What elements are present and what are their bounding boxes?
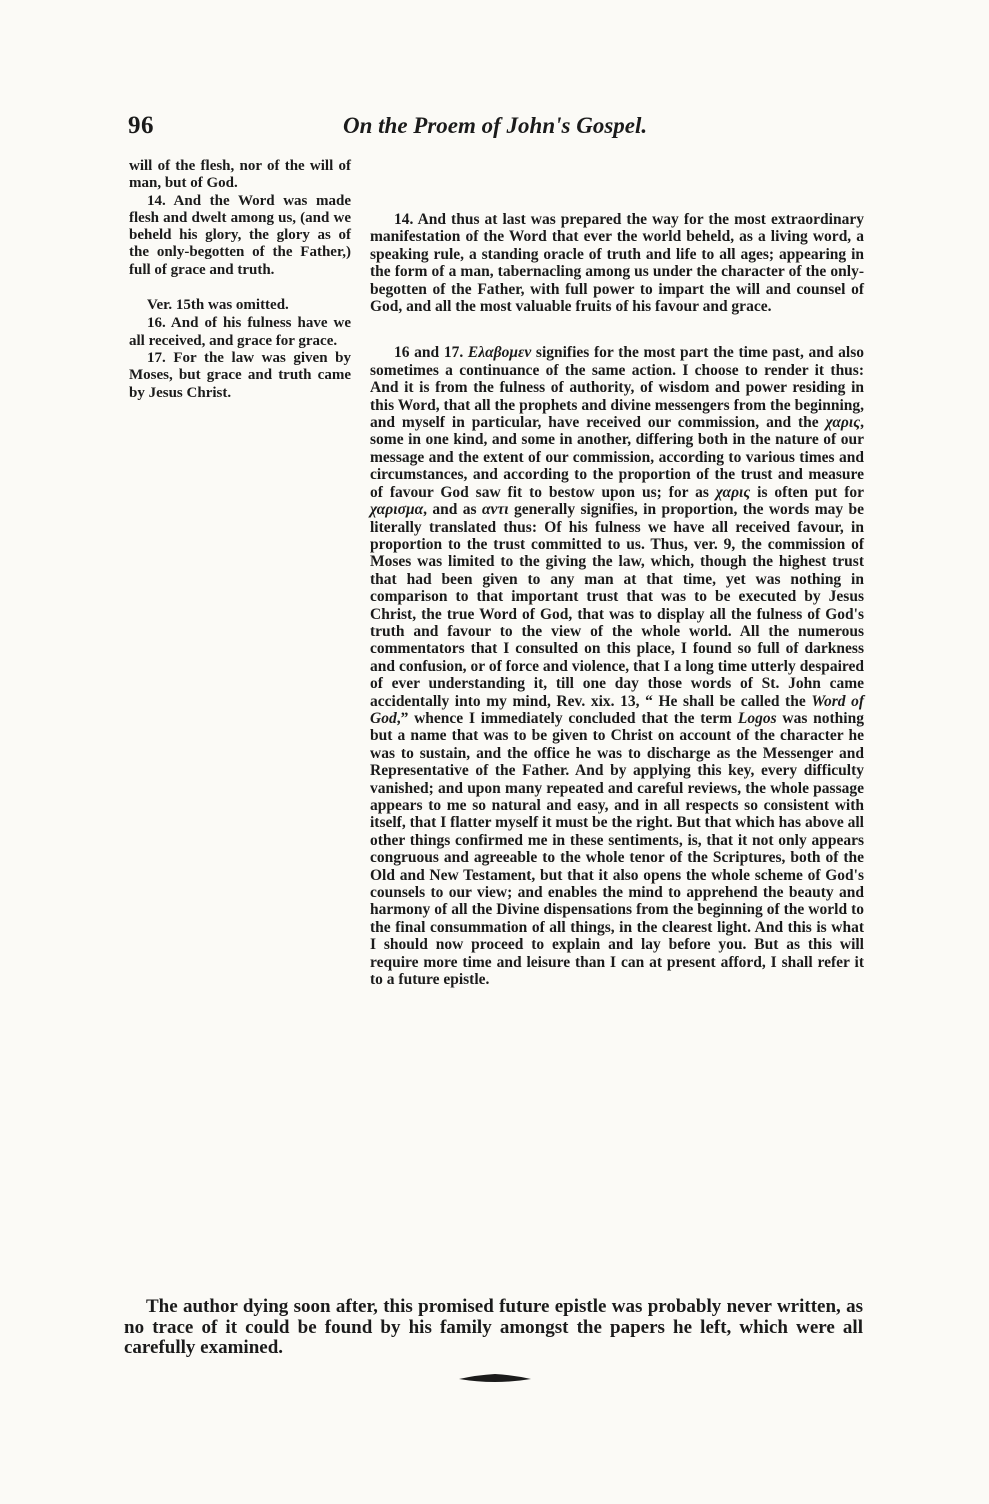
- omitted-note: Ver. 15th was omitted.: [147, 297, 289, 314]
- verse-16: 16. And of his fulness have we all received, and grace for grace.: [129, 315, 351, 349]
- greek-word: χαρισμα: [370, 501, 424, 519]
- commentary-text: generally signifies, in proportion, the words may be literally translated thus: Of his fulness we have all received favour, in proportion to the trust committed to us. Thus, ver. 9, the commission of Moses was limited to the giving the law, which, though the highest trust that had been given to any man at that time, yet was nothing in comparison to that important trust that was to be executed by Jesus Christ, the true Word of God, that was to display all the fulness of God's truth and favour to the view of the whole world. All the numerous commentators that I consulted on this place, I found so full of darkness and confusion, or of force and violence, that I a long time utterly despaired of ever understanding it, till one day those words of St. John came accidentally into my mind, Rev. xix. 13, “ He shall be called the: [370, 501, 864, 710]
- greek-word: αντι: [481, 501, 509, 519]
- verse-continuation: will of the flesh, nor of the will of man, but of God.: [129, 158, 351, 192]
- greek-word: χαρις: [715, 483, 751, 501]
- commentary-text: signifies for the most part the time past, and also sometimes a continuance of the same action. I choose to render it thus: And it is from the fulness of authority, of wisdom and power residing in this Word, that all the prophets and divine messengers from the beginning, and myself in particular, have received our commission, and the: [370, 344, 864, 432]
- greek-word: χαρις: [825, 414, 861, 432]
- italic-phrase: Logos: [737, 709, 777, 727]
- scripture-column: [129, 158, 351, 402]
- commentary-text: , and as: [423, 501, 482, 519]
- italic-phrase: Word of God: [370, 692, 864, 727]
- commentary-column: [370, 211, 864, 988]
- commentary-text: ,” whence I immediately concluded that the term: [396, 709, 738, 727]
- commentary-14: 14. And thus at last was prepared the way for the most extraordinary manifestation of the Word that ever the world beheld, as a living word, a speaking rule, a standing oracle of truth and life to all ages; appearing in the form of a man, tabernacling among us under the character of the only-begotten of the Father, with full power to impart the will and counsel of God, and all the most valuable fruits of his favour and grace.: [370, 211, 864, 316]
- commentary-text: was nothing but a name that was to be given to Christ on account of the character he was to sustain, and the office he was to discharge as the Messenger and Representative of the Father. And by applying this key, every difficulty vanished; and upon many repeated and careful reviews, the whole passage appears to me so natural and easy, and in all respects so consistent with itself, that I flatter myself it must be the right. But that which has above all other things confirmed me in these sentiments, is, that it not only appears congruous and agreeable to the whole tenor of the Scriptures, both of the Old and New Testament, but that it also opens the whole scheme of God's counsels to our view; and enables the mind to apprehend the beauty and harmony of all the Divine dispensations from the beginning of the world to the final consummation of all things, in the clearest light. And this is what I should now proceed to explain and lay before you. But as this will require more time and leisure than I can at present afford, I shall refer it to a future epistle.: [370, 709, 864, 989]
- commentary-text: is often put for: [750, 483, 864, 501]
- commentary-text: , some in one kind, and some in another, differing both in the nature of our message and the extent of our commission, according to various times and circumstances, and according to the proportion of the trust and measure of favour God saw fit to bestow upon us; for as: [370, 414, 864, 501]
- greek-word: Ελαβομεν: [467, 344, 532, 362]
- commentary-text: 16 and 17.: [394, 344, 468, 362]
- end-ornament-icon: [459, 1373, 531, 1383]
- closing-note: The author dying soon after, this promised future epistle was probably never written, as no trace of it could be found by his family amongst the papers he left, which were all carefully examined.: [124, 1296, 863, 1359]
- commentary-16-17: [370, 344, 864, 988]
- verse-14: 14. And the Word was made flesh and dwelt among us, (and we beheld his glory, the glory as of the only-begotten of the Father,) full of grace and truth.: [129, 192, 351, 278]
- running-title: On the Proem of John's Gospel.: [343, 113, 648, 138]
- verse-17: 17. For the law was given by Moses, but grace and truth came by Jesus Christ.: [129, 349, 351, 401]
- page-number: 96: [128, 112, 154, 139]
